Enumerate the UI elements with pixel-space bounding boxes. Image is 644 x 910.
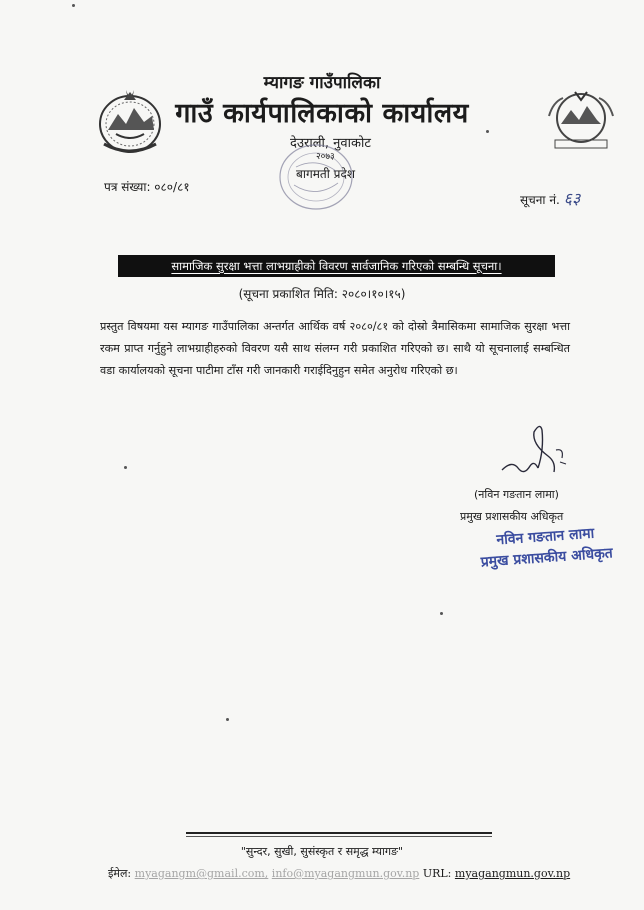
- url-label: URL:: [422, 867, 452, 880]
- notice-number-label: सूचना नं.: [520, 193, 560, 207]
- signatory-title: प्रमुख प्रशासकीय अधिकृत: [460, 510, 564, 523]
- office-location: देउराली, नुवाकोट: [290, 136, 371, 151]
- notice-body: प्रस्तुत विषयमा यस म्यागङ गाउँपालिका अन्तर्गत आर्थिक वर्ष २०८०/८१ को दोस्रो त्रैमासिकमा सामाजिक सुरक्षा भत्ता रकम प्राप्त गर्नुहुने लाभग्राहीहरुको विवरण यसै साथ संलग्न गरी प्रकाशित गरिएको छ। साथै यो सूचनालाई सम्बन्धित वडा कार्यालयको सूचना पाटीमा टाँस गरी जानकारी गराईदिनुहुन समेत अनुरोध गरिएको छ।: [100, 320, 570, 377]
- footer-motto: "सुन्दर, सुखी, सुसंस्कृत र समृद्ध म्यागङ": [240, 845, 404, 858]
- email-link-primary[interactable]: myagangm@gmail.com,: [134, 867, 269, 880]
- signatory-name: (नविन गङतान लामा): [474, 488, 559, 501]
- established-year: २०७३: [316, 152, 335, 162]
- scan-speck: [226, 718, 229, 721]
- email-link-info[interactable]: info@myagangmun.gov.np: [271, 867, 420, 880]
- scan-speck: [72, 4, 75, 7]
- website-link[interactable]: myagangmun.gov.np: [454, 867, 571, 880]
- notice-title: सामाजिक सुरक्षा भत्ता लाभग्राहीको विवरण सार्वजानिक गरिएको सम्बन्धि सूचना।: [118, 255, 555, 277]
- notice-number: [520, 187, 580, 209]
- office-name: गाउँ कार्यपालिकाको कार्यालय: [175, 98, 469, 129]
- scan-speck: [486, 130, 489, 133]
- province-name: बागमती प्रदेश: [296, 167, 356, 181]
- signatory-stamp: [465, 521, 627, 572]
- published-date: (सूचना प्रकाशित मिति: २०८०।१०।१५): [238, 287, 406, 301]
- letter-reference-number: पत्र संख्या: ०८०/८१: [104, 180, 190, 194]
- stamp-title: प्रमुख प्रशासकीय अधिकृत: [480, 545, 614, 571]
- scan-speck: [124, 466, 127, 469]
- stamp-name: नविन गङतान लामा: [495, 525, 595, 549]
- municipality-name: म्यागङ गाउँपालिका: [263, 73, 381, 93]
- handwritten-signature: [498, 420, 572, 480]
- footer-divider-thin: [186, 836, 492, 837]
- notice-number-value: ६३: [563, 189, 581, 208]
- scan-speck: [440, 612, 443, 615]
- footer-divider: [186, 832, 492, 834]
- office-seal-stamp: [270, 137, 360, 217]
- email-label: ईमेल:: [108, 867, 132, 880]
- footer-contact: [108, 866, 570, 881]
